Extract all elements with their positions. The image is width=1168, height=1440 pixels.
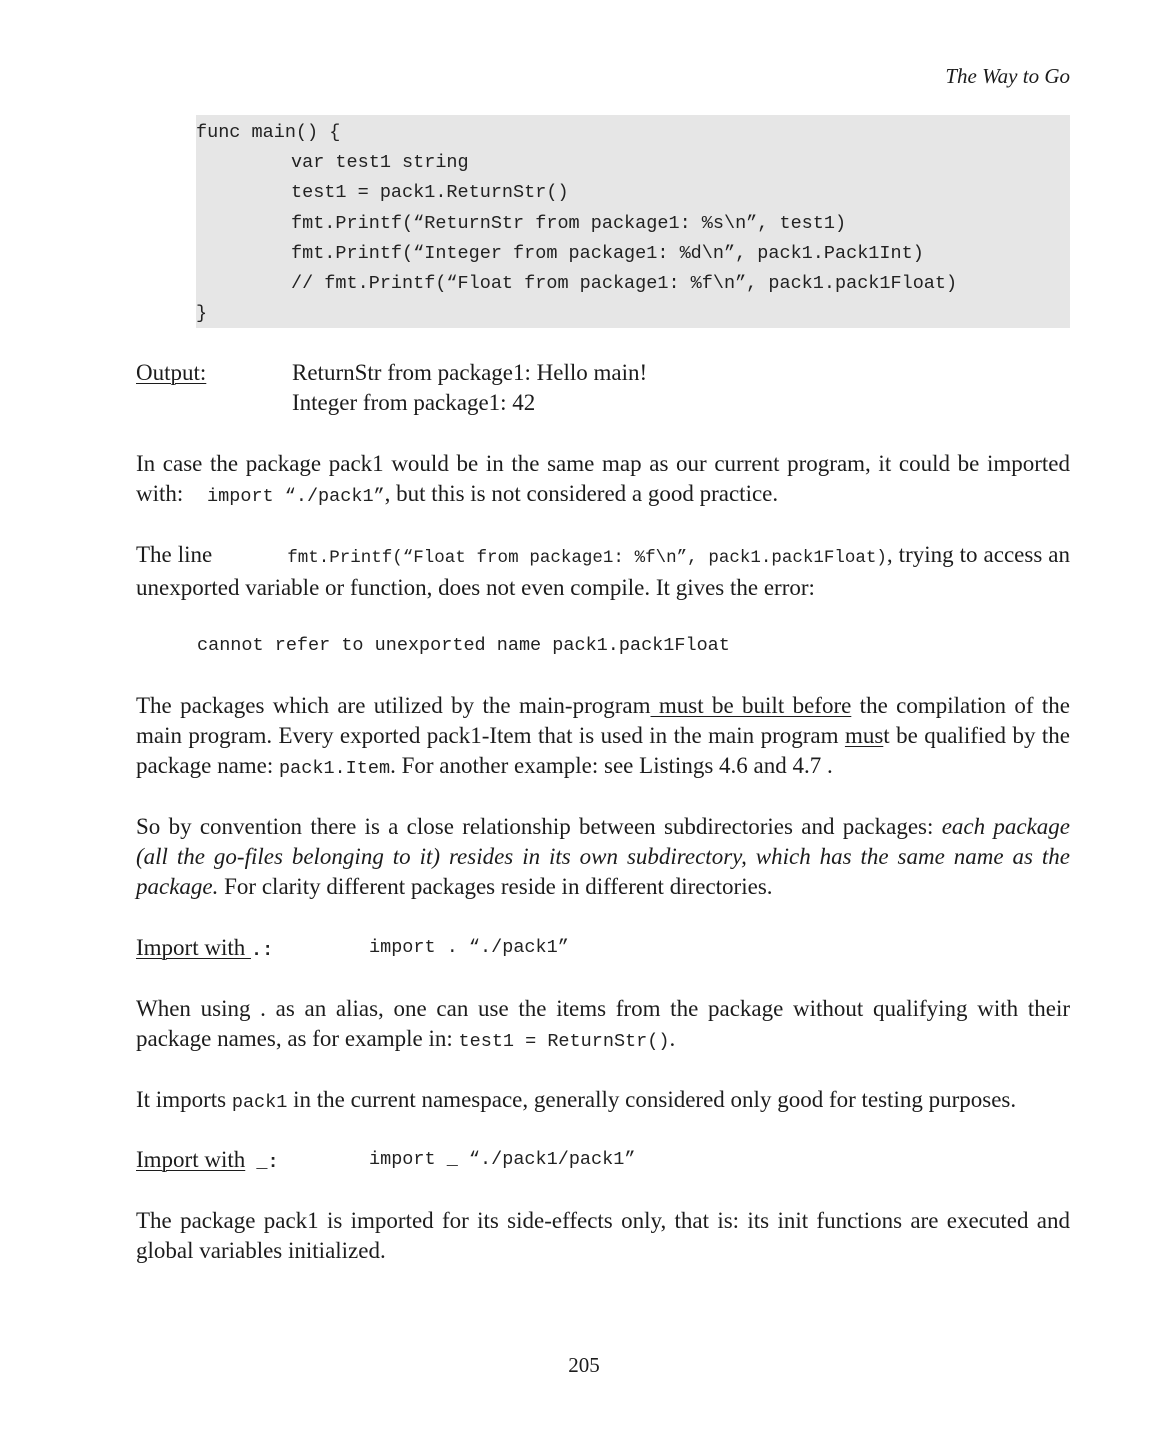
output-lines <box>292 358 647 418</box>
paragraph-text: t be qualified by the package name: <box>136 723 1070 778</box>
paragraph-convention <box>136 812 1070 902</box>
paragraph-build-before <box>136 691 1070 784</box>
output-line: Integer from package1: 42 <box>292 390 536 415</box>
import-dot-heading <box>136 933 273 966</box>
inline-code: pack1 <box>231 1092 288 1113</box>
import-blank-symbol: _: <box>245 1152 279 1173</box>
paragraph-side-effects: The package pack1 is imported for its side-effects only, that is: its init functions are executed and global variables initialized. <box>136 1208 1070 1263</box>
paragraph-text: . For another example: see Listings 4.6 and 4.7 . <box>390 753 833 778</box>
emphasis-underline: must be built before <box>650 693 852 718</box>
code-line: } <box>196 303 208 325</box>
paragraph-text: For clarity different packages reside in different directories. <box>218 874 773 899</box>
import-blank-label: Import with <box>136 1147 246 1172</box>
paragraph-text: In case the package pack1 would be in the same map as our current program, it could be imported with: <box>136 451 1070 506</box>
code-line: func main() { <box>196 122 341 143</box>
paragraph-import-local <box>136 449 1070 512</box>
output-line: ReturnStr from package1: Hello main! <box>292 360 648 385</box>
paragraph-text: So by convention there is a close relationship between subdirectories and packages: <box>136 814 942 839</box>
code-line: var test1 string <box>291 152 469 174</box>
paragraph-text: The line <box>136 542 213 567</box>
code-line: test1 = pack1.ReturnStr() <box>291 182 569 204</box>
import-blank-code: import _ “./pack1/pack1” <box>369 1149 636 1170</box>
paragraph-text: It imports <box>136 1087 232 1112</box>
paragraph-text: , but this is not considered a good practice. <box>384 481 779 506</box>
inline-code: test1 = ReturnStr() <box>458 1031 670 1052</box>
paragraph-dot-alias <box>136 994 1070 1057</box>
import-dot-symbol: .: <box>251 940 274 961</box>
paragraph-text: the compilation of the main program. Every exported pack1-Item that is used in the main program <box>136 693 1070 748</box>
paragraph-text: The packages which are utilized by the main-program <box>136 693 651 718</box>
code-line: fmt.Printf(“Integer from package1: %d\n”, pack1.Pack1Int) <box>291 242 924 264</box>
paragraph-unexported <box>136 540 1070 603</box>
paragraph-text: in the current namespace, generally considered only good for testing purposes. <box>287 1087 1017 1112</box>
running-header: The Way to Go <box>945 64 1070 88</box>
import-dot-code: import . “./pack1” <box>369 937 569 958</box>
emphasis-underline: mus <box>844 723 884 748</box>
code-listing <box>196 115 1070 328</box>
inline-code: fmt.Printf(“Float from package1: %f\n”, pack1.pack1Float) <box>287 548 887 568</box>
inline-code: pack1.Item <box>279 758 391 779</box>
error-message: cannot refer to unexported name pack1.pack1Float <box>197 635 730 656</box>
paragraph-text: . <box>669 1026 676 1051</box>
emphasis-italic: each package (all the go-files belonging to it) resides in its own subdirectory, which has the same name as the package. <box>136 814 1071 899</box>
import-dot-label: Import with <box>136 935 251 960</box>
paragraph-namespace <box>136 1085 1070 1118</box>
import-blank-heading <box>136 1145 279 1178</box>
page-number: 205 <box>568 1353 600 1377</box>
code-line: // fmt.Printf(“Float from package1: %f\n”, pack1.pack1Float) <box>291 272 958 294</box>
output-label: Output: <box>136 360 207 385</box>
code-line: fmt.Printf(“ReturnStr from package1: %s\n”, test1) <box>291 212 847 234</box>
paragraph-text: When using . as an alias, one can use the items from the package without qualifying with their package names, as for example in: <box>136 996 1070 1051</box>
paragraph-text: , trying to access an unexported variable or function, does not even compile. It gives the error: <box>136 542 1070 600</box>
inline-code: import “./pack1” <box>207 486 385 507</box>
